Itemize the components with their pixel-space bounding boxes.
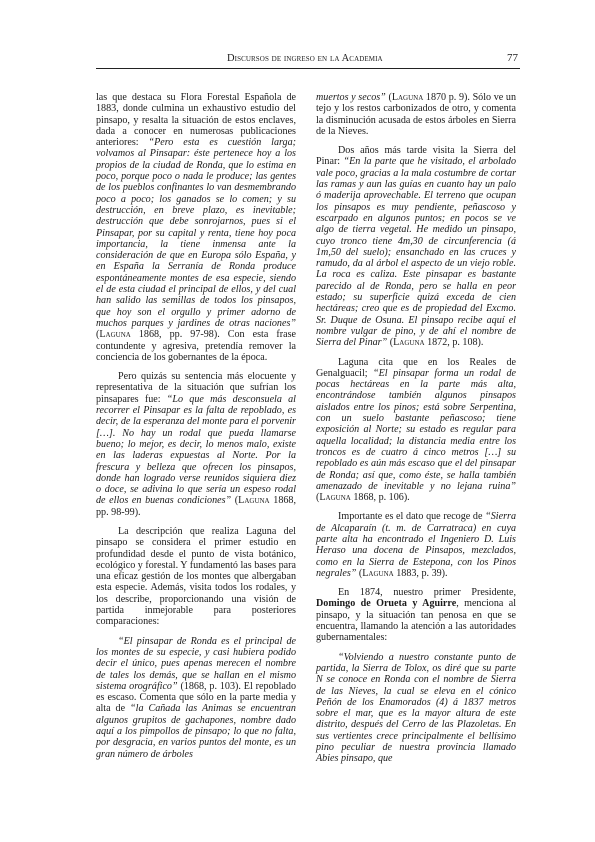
quotation: “la Cañada las Animas se encuentran algunos grupitos de gachapones, nombre dado aquí a los pimpollos de pinsapo; lo que no falta, por desgracia, en varios puntos del monte, es un gran número de árboles [96,703,296,760]
quotation: “El pinsapar de Ronda es el principal de los montes de su especie, y casi hubiera podido decir el único, pues apenas merecen el nombre de tales los demás, que se hallan en el mismo sistema orográfico” [96,635,296,692]
citation-close: 1870 p. 9). [423,92,470,103]
citation-author: Laguna [393,337,425,349]
body-text: En 1874, nuestro primer Presidente, [338,587,516,599]
paragraph [316,357,516,504]
paragraph [316,92,516,137]
paragraph [316,652,516,765]
paragraph [96,636,296,760]
body-text: Pero quizás su sentencia más elocuente y representativa de la situación que sufrían los pinsapares fue: [96,371,296,405]
running-header [96,52,520,69]
paragraph [316,511,516,579]
quotation: “Sierra de Alcaparaín (t. m. de Carratraca) en cuya parte alta ha encontrado el Ingeniero D. Luis Heraso una docena de Pinsapos, mezclados, como en la Sierra de Estepona, con los Pinos negrales” [316,511,516,579]
body-text: Laguna cita que en los Reales de Genalguacil; [316,356,516,379]
quotation: “Pero esta es cuestión larga; volvamos al Pinsapar: éste pertenece hoy a los propios de la ciudad de Ronda, que lo estima en poco, porque poco o nada le produce; las gentes de los pueblos confinantes lo van desmembrando poco a poco; los ganados se lo comen; y su destrucción, en breve plazo, es inevitable; destrucción que debe sonrojarnos, pues si el Pinsapar, por su capital y renta, tiene hoy poca importancia, la tiene inmensa ante la consideración de que en Europa sólo España, y en España la Serranía de Ronda produce espontáneamente montes de esa especie, siendo el de esta ciudad el principal de ellos, y del cual han salido las semillas de todos los pinsapos, que hoy son el orgullo y primer adorno de muchos parques y jardines de otras naciones” [96,137,297,329]
citation-open: ( [356,567,363,579]
quotation: “El pinsapar forma un rodal de pocas hectáreas en la parte más alta, encontrándose también algunos pinsapos aislados entre los pinos; está sobre Serpentina, con un suelo bastante peñascoso; tiene exposición al Norte; su estado es regular para aquella localidad; la distancia media entre los troncos es de cuatro á cinco metros […] su repoblado es aún más escaso que el del pinsapar de Ronda; así que, como éste, se halla también amenazado de inevitable y no lejana ruina” [316,367,516,492]
paragraph [316,145,516,348]
citation-author: Laguna [238,495,270,507]
citation-open: ( [231,495,239,507]
citation-close: 1868, pp. 98-99). [96,495,296,518]
paragraph [96,371,296,518]
citation-close: 1868, pp. 97-98). [130,329,220,341]
right-column [316,92,516,773]
citation-close: 1872, p. 108). [424,337,484,349]
citation-close: 1883, p. 39). [393,567,448,579]
paragraph [316,587,516,643]
paragraph [96,526,296,628]
body-text: Con esta frase contundente y agresiva, pretendía remover la conciencia de los gobernantes de la época. [96,329,296,363]
citation-open: ( [387,337,394,349]
quotation: “En la parte que he visitado, el arbolado vale poco, gracias a la mala costumbre de cortar las ramas y aun las guías en cuanto hay un palo ó maderija aprovechable. El terreno que ocupan los pinsapos es muy pendiente, peñascoso y escarpado en algunos puntos; en pocos se ve algo de tierra vegetal. He medido un pinsapo, cuyo tronco tiene 4m,30 de circunferencia (á 1m,50 del suelo); ensanchado en las cruces y ramudo, da al árbol el aspecto de un viejo roble. La roca es caliza. Este pinsapar es bastante parecido al de Ronda, pero se halla en peor estado; su superficie quizá exceda de cien hectáreas; creo que es de propiedad del Excmo. Sr. Duque de Osuna. El pinsapo recibe aquí el nombre vulgar de pino, y de ahí el nombre de Sierra del Pinar” [316,156,516,349]
body-text: Sólo ve un tejo y los restos carbonizados de otro, y comenta la disminución acusada de estos árboles en Sierra de la Nieves. [316,92,517,137]
left-column [96,92,296,768]
quotation: “Lo que más desconsuela al recorrer el Pinsapar es la falta de repoblado, es decir, de la esperanza del monte para el porvenir […]. No hay un rodal que pueda llamarse bueno; lo mejor, es decir, lo menos malo, existe en las laderas expuestas al Norte. Por la frescura y belleza que ofrecen los pinsapos, donde han logrado verse reunidos siquiera diez o doce, se adivina lo que sería un espeso rodal de ellos en buenas condiciones” [96,393,296,507]
citation-author: Laguna [99,329,131,341]
body-text: La descripción que realiza Laguna del pinsapo se considera el primer estudio en profundidad desde el punto de vista botánico, ecológico y forestal. Y fundamentó las bases para una eficaz gestión de los montes que albergaban esta especie. Además, visita todos los rodales, y los describe, proporcionando una visión de partida inmejorable para posteriores comparaciones: [96,525,296,628]
citation-open: ( [385,92,392,103]
body-text: las que destaca su Flora Forestal Española de 1883, donde culmina un exhaustivo estudio del pinsapo, y resalta la situación de estos enclaves, dada a conocer en numerosas publicaciones anteriores: [96,92,296,149]
body-text: Importante es el dato que recoge de [338,511,486,523]
page-number: 77 [507,52,518,64]
body-text: (1868, p. 103). El repoblado es escaso. Comenta que sólo en la parte media y alta de [96,680,296,715]
citation-author: Laguna [362,567,394,579]
citation-author: Laguna [319,492,351,504]
citation-author: Laguna [391,92,424,103]
citation-open: ( [96,329,100,341]
body-text: Dos años más tarde visita la Sierra del Pinar: [316,145,516,168]
paragraph [96,92,296,363]
running-header-title: Discursos de ingreso en la Academia [227,53,383,64]
person-name: Domingo de Orueta y Aguirre [316,598,457,610]
quotation: muertos y secos” [316,92,386,103]
quotation: “Volviendo a nuestro constante punto de partida, la Sierra de Tolox, os diré que su parte N se conoce en Ronda con el nombre de Sierra de las Nieves, la cual se eleva en el cónico Peñón de los Enamorados (4) á 1837 metros sobre el mar, que es la mayor altura de este distrito, después del Cerro de las Plazoletas. En sus vertientes crece principalmente el bellísimo pino peculiar de nuestra provincia llamado Abies pinsapo, que [316,651,516,765]
citation-close: 1868, p. 106). [350,492,410,504]
body-text: , menciona al pinsapo, y la situación tan penosa en que se encuentra, llamando la atención a las autoridades gubernamentales: [316,598,517,644]
citation-open: ( [316,492,320,504]
